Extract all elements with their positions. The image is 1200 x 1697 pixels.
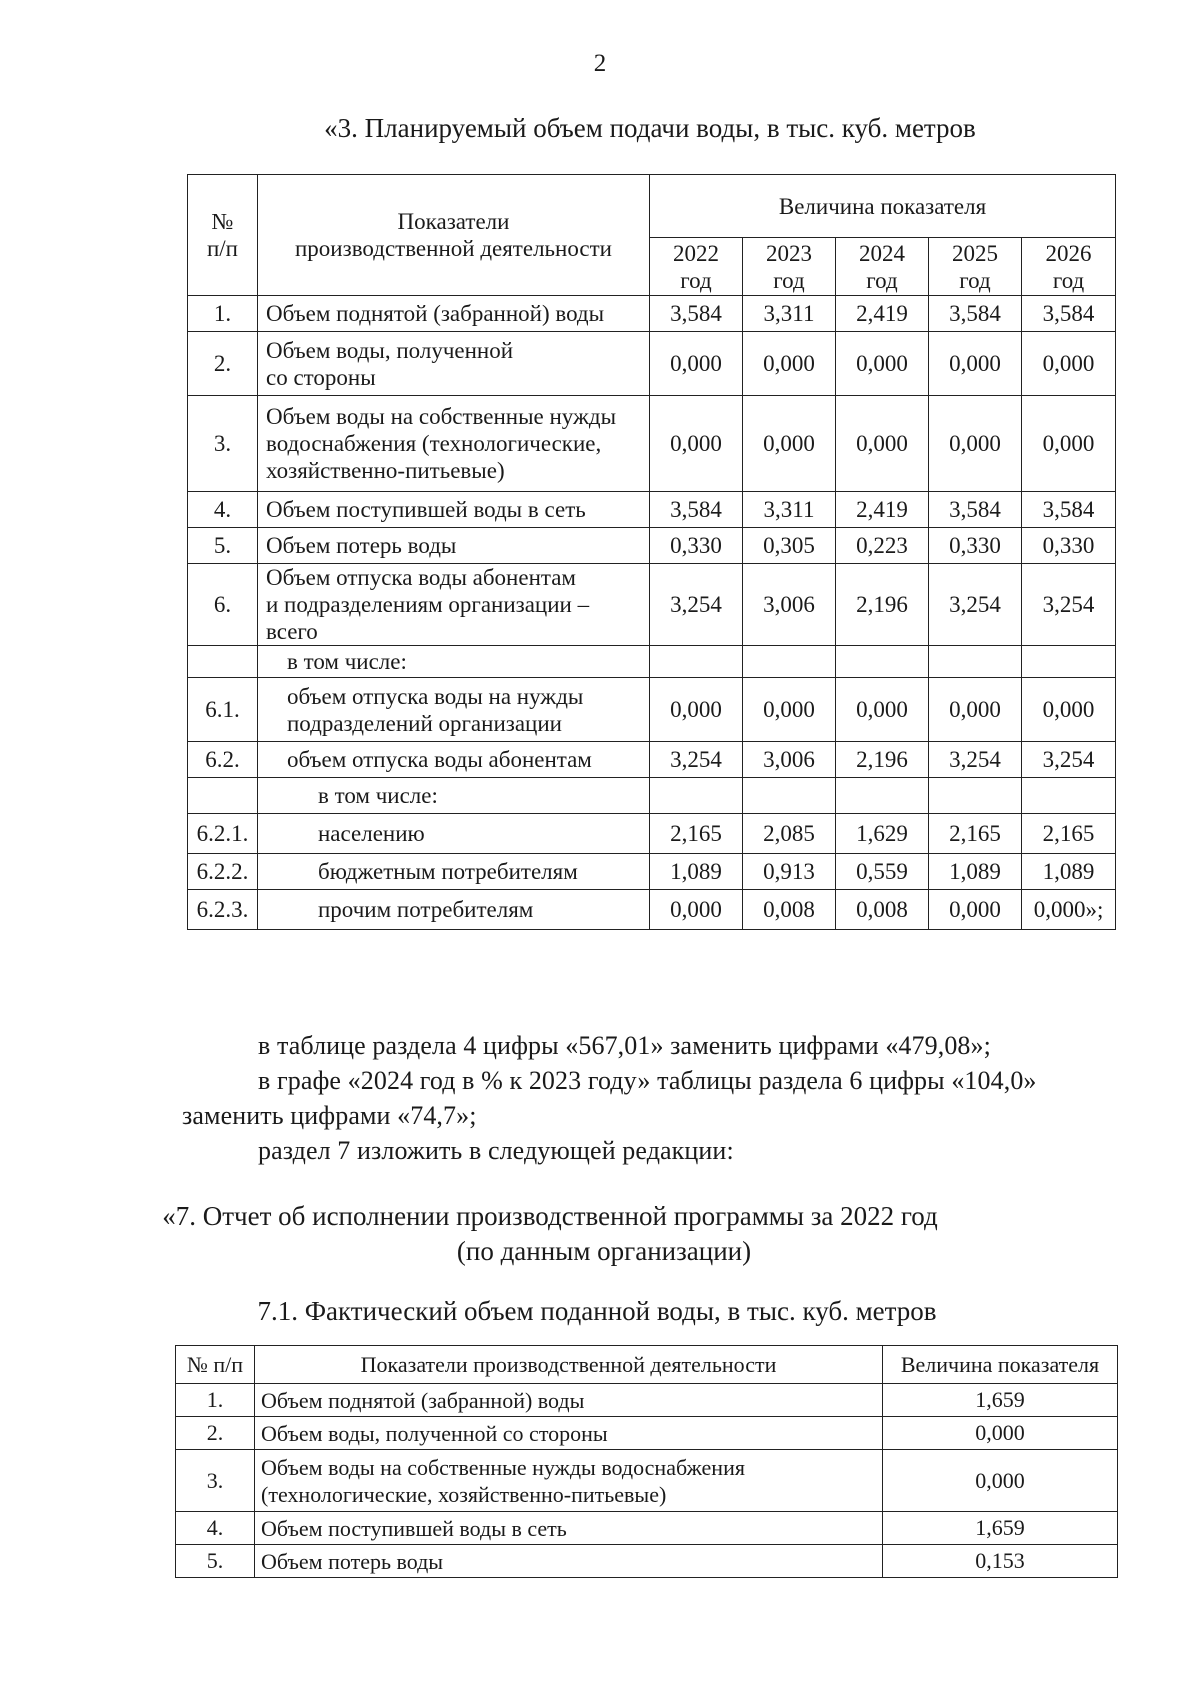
value-cell: 0,000 bbox=[1022, 678, 1116, 742]
value-cell: 0,008 bbox=[743, 890, 836, 930]
table-row bbox=[188, 678, 1116, 742]
row-label: Объем потерь воды bbox=[258, 528, 650, 564]
paragraph-table-6-change-cont: заменить цифрами «74,7»; bbox=[182, 1101, 477, 1130]
page-number: 2 bbox=[593, 50, 607, 77]
header-year: 2023 год bbox=[743, 238, 836, 296]
value-cell: 0,913 bbox=[743, 854, 836, 890]
value-cell: 0,000 bbox=[1022, 396, 1116, 492]
value-cell bbox=[1022, 646, 1116, 678]
value-cell: 0,000 bbox=[883, 1417, 1118, 1450]
row-number: 6.2.2. bbox=[188, 854, 258, 890]
header-year: 2026 год bbox=[1022, 238, 1116, 296]
value-cell: 2,165 bbox=[1022, 814, 1116, 854]
value-cell bbox=[836, 646, 929, 678]
value-cell: 0,330 bbox=[650, 528, 743, 564]
planned-water-supply-table bbox=[187, 174, 1116, 930]
value-cell: 1,089 bbox=[929, 854, 1022, 890]
table-row bbox=[188, 564, 1116, 646]
row-label: объем отпуска воды абонентам bbox=[258, 742, 650, 778]
header-year: 2024 год bbox=[836, 238, 929, 296]
value-cell: 3,584 bbox=[650, 492, 743, 528]
value-cell: 0,000 bbox=[743, 332, 836, 396]
value-cell: 0,000 bbox=[650, 678, 743, 742]
row-label: объем отпуска воды на нужды подразделений организации bbox=[258, 678, 650, 742]
table-row bbox=[188, 296, 1116, 332]
value-cell: 3,584 bbox=[929, 296, 1022, 332]
row-number: 6.2.3. bbox=[188, 890, 258, 930]
row-number bbox=[188, 646, 258, 678]
table-row bbox=[188, 396, 1116, 492]
value-cell: 3,311 bbox=[743, 492, 836, 528]
row-label: населению bbox=[258, 814, 650, 854]
table-row bbox=[188, 814, 1116, 854]
header-value-group: Величина показателя bbox=[650, 175, 1116, 238]
row-number: 5. bbox=[176, 1545, 255, 1578]
value-cell: 3,584 bbox=[650, 296, 743, 332]
actual-water-supply-table bbox=[175, 1345, 1118, 1578]
row-label: Объем воды, полученной со стороны bbox=[255, 1417, 883, 1450]
row-label: Объем воды, полученной со стороны bbox=[258, 332, 650, 396]
value-cell: 1,089 bbox=[650, 854, 743, 890]
row-number: 4. bbox=[176, 1512, 255, 1545]
table-row bbox=[188, 742, 1116, 778]
section-7-title-note: (по данным организации) bbox=[456, 1236, 752, 1266]
row-label: Объем потерь воды bbox=[255, 1545, 883, 1578]
row-label: Объем воды на собственные нужды водоснабжения (технологические, хозяйственно-питьевые) bbox=[258, 396, 650, 492]
section-7-title: «7. Отчет об исполнении производственной программы за 2022 год bbox=[162, 1201, 938, 1231]
row-label: Объем поднятой (забранной) воды bbox=[255, 1384, 883, 1417]
value-cell bbox=[929, 646, 1022, 678]
value-cell: 3,584 bbox=[1022, 492, 1116, 528]
row-label: Объем отпуска воды абонентам и подразделениям организации – всего bbox=[258, 564, 650, 646]
value-cell: 0,000 bbox=[929, 890, 1022, 930]
row-number: 4. bbox=[188, 492, 258, 528]
value-cell bbox=[743, 646, 836, 678]
table-row bbox=[188, 890, 1116, 930]
value-cell: 1,629 bbox=[836, 814, 929, 854]
row-number: 6. bbox=[188, 564, 258, 646]
table-row bbox=[176, 1545, 1118, 1578]
paragraph-table-4-change: в таблице раздела 4 цифры «567,01» заменить цифрами «479,08»; bbox=[258, 1031, 991, 1060]
row-number: 1. bbox=[188, 296, 258, 332]
row-label: в том числе: bbox=[258, 646, 650, 678]
section-3-title: «3. Планируемый объем подачи воды, в тыс. куб. метров bbox=[324, 113, 976, 143]
table-row bbox=[176, 1417, 1118, 1450]
row-number: 6.2. bbox=[188, 742, 258, 778]
row-number: 3. bbox=[188, 396, 258, 492]
row-label: Объем воды на собственные нужды водоснабжения (технологические, хозяйственно-питьевые) bbox=[255, 1450, 883, 1512]
header-year: 2025 год bbox=[929, 238, 1022, 296]
value-cell: 3,254 bbox=[650, 564, 743, 646]
row-label: в том числе: bbox=[258, 778, 650, 814]
row-label: Объем поступившей воды в сеть bbox=[258, 492, 650, 528]
header-num: № п/п bbox=[188, 175, 258, 296]
value-cell: 0,000»; bbox=[1022, 890, 1116, 930]
header-value: Величина показателя bbox=[883, 1346, 1118, 1384]
row-number: 2. bbox=[188, 332, 258, 396]
value-cell: 0,000 bbox=[650, 332, 743, 396]
row-number: 5. bbox=[188, 528, 258, 564]
value-cell: 3,584 bbox=[929, 492, 1022, 528]
value-cell: 3,311 bbox=[743, 296, 836, 332]
value-cell: 0,000 bbox=[929, 332, 1022, 396]
table-row bbox=[176, 1512, 1118, 1545]
header-indicator: Показатели производственной деятельности bbox=[255, 1346, 883, 1384]
value-cell: 0,000 bbox=[1022, 332, 1116, 396]
value-cell bbox=[929, 778, 1022, 814]
value-cell: 2,165 bbox=[929, 814, 1022, 854]
row-label: прочим потребителям bbox=[258, 890, 650, 930]
value-cell: 3,254 bbox=[1022, 742, 1116, 778]
row-number: 3. bbox=[176, 1450, 255, 1512]
value-cell: 3,254 bbox=[650, 742, 743, 778]
row-label: Объем поступившей воды в сеть bbox=[255, 1512, 883, 1545]
value-cell bbox=[650, 646, 743, 678]
value-cell bbox=[1022, 778, 1116, 814]
table-row bbox=[176, 1450, 1118, 1512]
value-cell: 2,419 bbox=[836, 296, 929, 332]
value-cell: 0,305 bbox=[743, 528, 836, 564]
value-cell: 0,008 bbox=[836, 890, 929, 930]
value-cell: 1,659 bbox=[883, 1512, 1118, 1545]
value-cell: 0,000 bbox=[743, 678, 836, 742]
value-cell: 1,089 bbox=[1022, 854, 1116, 890]
row-number: 1. bbox=[176, 1384, 255, 1417]
value-cell: 0,000 bbox=[650, 396, 743, 492]
value-cell: 0,000 bbox=[836, 678, 929, 742]
value-cell: 0,153 bbox=[883, 1545, 1118, 1578]
value-cell bbox=[650, 778, 743, 814]
table-row bbox=[188, 528, 1116, 564]
value-cell: 0,223 bbox=[836, 528, 929, 564]
value-cell: 0,000 bbox=[836, 332, 929, 396]
row-number: 2. bbox=[176, 1417, 255, 1450]
value-cell: 2,196 bbox=[836, 564, 929, 646]
value-cell: 0,330 bbox=[1022, 528, 1116, 564]
table-row bbox=[188, 332, 1116, 396]
value-cell: 3,584 bbox=[1022, 296, 1116, 332]
header-year: 2022 год bbox=[650, 238, 743, 296]
value-cell: 0,330 bbox=[929, 528, 1022, 564]
value-cell bbox=[743, 778, 836, 814]
value-cell: 3,006 bbox=[743, 742, 836, 778]
header-indicator: Показатели производственной деятельности bbox=[258, 175, 650, 296]
row-number: 6.2.1. bbox=[188, 814, 258, 854]
value-cell: 3,006 bbox=[743, 564, 836, 646]
value-cell: 0,000 bbox=[650, 890, 743, 930]
value-cell: 0,000 bbox=[929, 396, 1022, 492]
value-cell: 0,000 bbox=[836, 396, 929, 492]
header-num: № п/п bbox=[176, 1346, 255, 1384]
paragraph-section-7-intro: раздел 7 изложить в следующей редакции: bbox=[258, 1136, 734, 1165]
value-cell: 0,000 bbox=[883, 1450, 1118, 1512]
table-row bbox=[188, 854, 1116, 890]
row-number: 6.1. bbox=[188, 678, 258, 742]
value-cell: 0,000 bbox=[929, 678, 1022, 742]
value-cell: 1,659 bbox=[883, 1384, 1118, 1417]
value-cell: 2,085 bbox=[743, 814, 836, 854]
value-cell: 2,196 bbox=[836, 742, 929, 778]
paragraph-table-6-change: в графе «2024 год в % к 2023 году» таблицы раздела 6 цифры «104,0» bbox=[258, 1066, 1037, 1095]
row-label: Объем поднятой (забранной) воды bbox=[258, 296, 650, 332]
value-cell: 3,254 bbox=[929, 742, 1022, 778]
table-row bbox=[188, 492, 1116, 528]
table-row bbox=[188, 646, 1116, 678]
value-cell: 0,000 bbox=[743, 396, 836, 492]
table-row bbox=[188, 778, 1116, 814]
row-label: бюджетным потребителям bbox=[258, 854, 650, 890]
value-cell bbox=[836, 778, 929, 814]
value-cell: 3,254 bbox=[929, 564, 1022, 646]
section-7-1-title: 7.1. Фактический объем поданной воды, в тыс. куб. метров bbox=[257, 1296, 937, 1326]
row-number bbox=[188, 778, 258, 814]
value-cell: 2,419 bbox=[836, 492, 929, 528]
value-cell: 3,254 bbox=[1022, 564, 1116, 646]
table-row bbox=[176, 1384, 1118, 1417]
value-cell: 0,559 bbox=[836, 854, 929, 890]
value-cell: 2,165 bbox=[650, 814, 743, 854]
